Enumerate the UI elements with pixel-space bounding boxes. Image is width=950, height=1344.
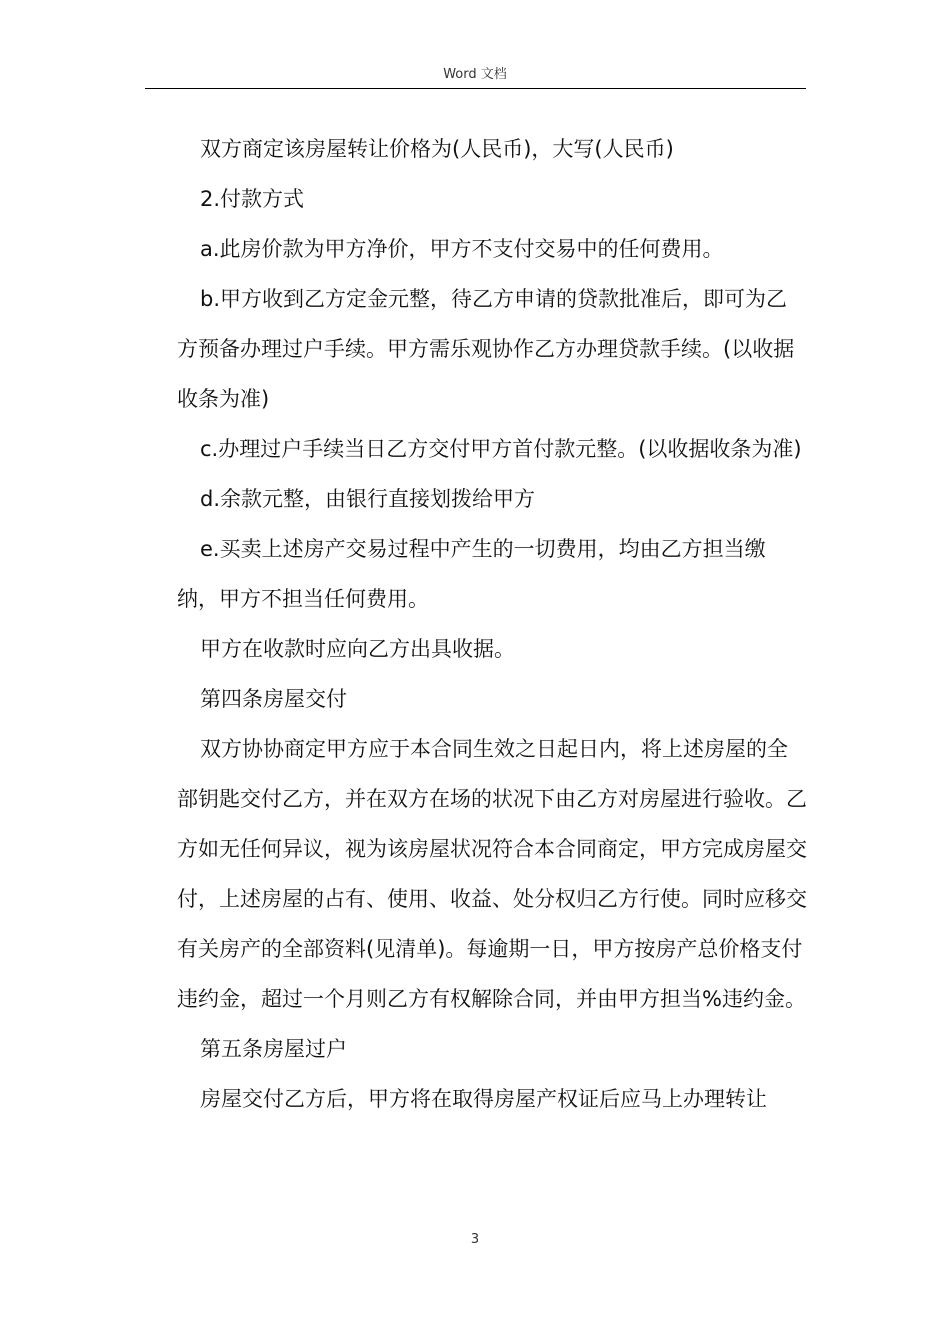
article-4-heading: 第四条房屋交付	[200, 687, 347, 711]
paragraph-price: 双方商定该房屋转让价格为(人民币)，大写(人民币)	[200, 137, 674, 161]
paragraph-payment-b: b.甲方收到乙方定金元整，待乙方申请的贷款批准后，即可为乙方预备办理过户手续。甲方需乐观协作乙方办理贷款手续。(以收据收条为准)	[177, 287, 795, 411]
page-header	[0, 66, 950, 84]
paragraph-payment-c: c.办理过户手续当日乙方交付甲方首付款元整。(以收据收条为准)	[200, 437, 802, 461]
header-divider	[145, 88, 806, 89]
paragraph-receipt: 甲方在收款时应向乙方出具收据。	[200, 637, 515, 661]
paragraph-payment-d: d.余款元整，由银行直接划拨给甲方	[200, 487, 536, 511]
page-number: 3	[470, 1232, 480, 1247]
article-5-heading: 第五条房屋过户	[200, 1037, 347, 1061]
paragraph-payment-e: e.买卖上述房产交易过程中产生的一切费用，均由乙方担当缴纳，甲方不担当任何费用。	[177, 537, 766, 611]
paragraph-payment-method-heading: 2.付款方式	[200, 187, 305, 211]
paragraph-payment-a: a.此房价款为甲方净价，甲方不支付交易中的任何费用。	[200, 237, 724, 261]
article-4-body: 双方协协商定甲方应于本合同生效之日起日内，将上述房屋的全部钥匙交付乙方，并在双方在场的状况下由乙方对房屋进行验收。乙方如无任何异议，视为该房屋状况符合本合同商定，甲方完成房屋交付，上述房屋的占有、使用、收益、处分权归乙方行使。同时应移交有关房产的全部资料(见清单)。每逾期一日，甲方按房产总价格支付违约金，超过一个月则乙方有权解除合同，并由甲方担当%违约金。	[177, 737, 807, 1011]
page-footer	[0, 1232, 950, 1248]
header-title: Word 文档	[443, 67, 507, 82]
document-body	[177, 124, 807, 1124]
article-5-body: 房屋交付乙方后，甲方将在取得房屋产权证后应马上办理转让	[200, 1087, 767, 1111]
